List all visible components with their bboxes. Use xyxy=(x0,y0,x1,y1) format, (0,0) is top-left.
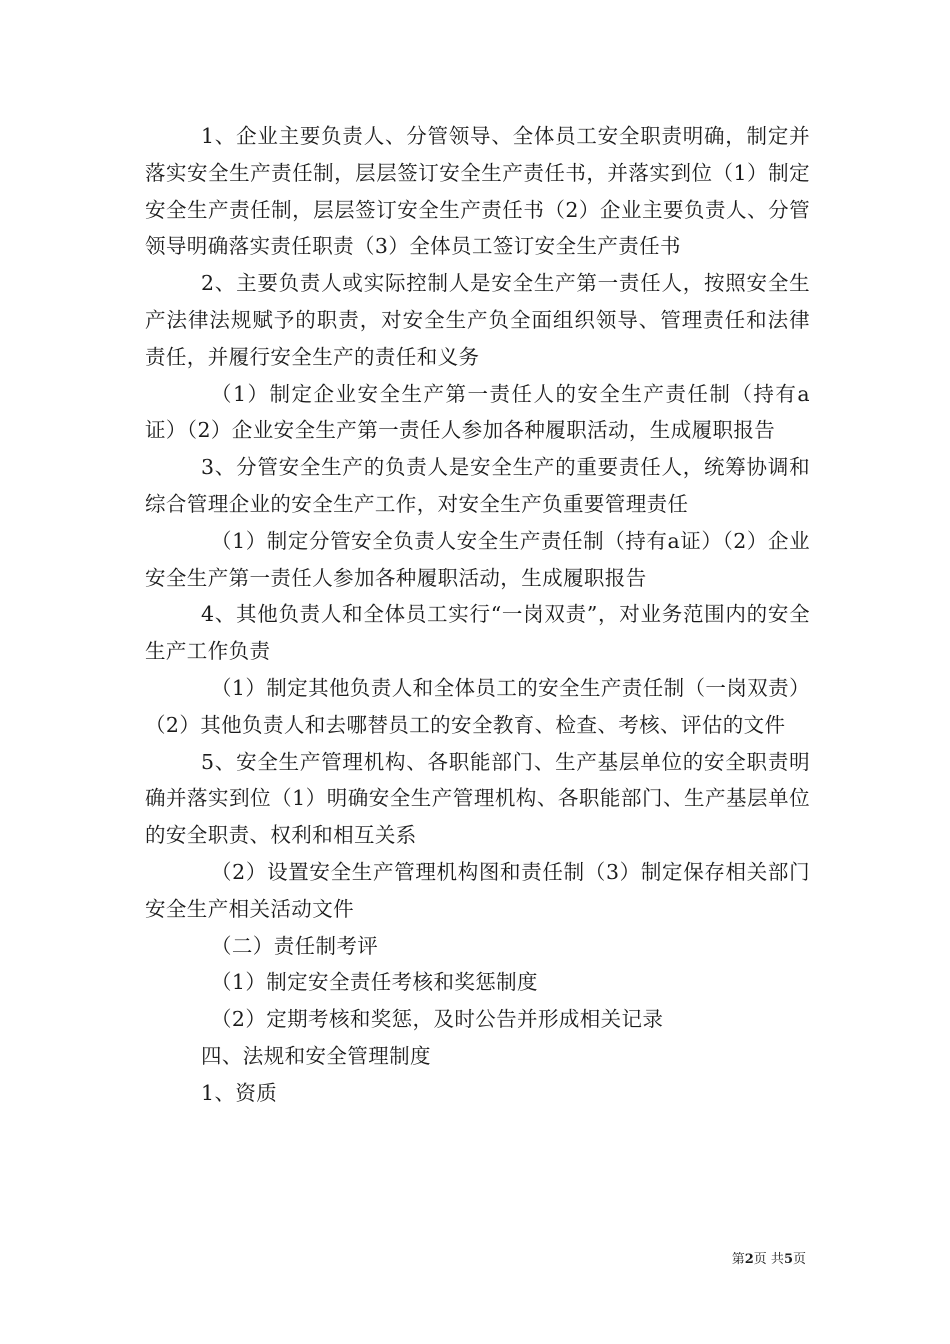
paragraph-11: （1）制定安全责任考核和奖惩制度 xyxy=(211,970,538,995)
section-heading-regulations: 四、法规和安全管理制度 xyxy=(201,1043,431,1068)
paragraph-1: 1、企业主要负责人、分管领导、全体员工安全职责明确，制定并落实安全生产责任制，层层签订安全生产责任书，并落实到位（1）制定安全生产责任制，层层签订安全生产责任书（2）企业主要负责人、分管领导明确落实责任职责（3）全体员工签订安全生产责任书 xyxy=(145,124,810,259)
paragraph-2: 2、主要负责人或实际控制人是安全生产第一责任人，按照安全生产法律法规赋予的职责，对安全生产负全面组织领导、管理责任和法律责任，并履行安全生产的责任和义务 xyxy=(145,271,810,369)
page-number-footer xyxy=(732,1248,806,1267)
document-body xyxy=(145,118,810,1112)
paragraph-5: （1）制定分管安全负责人安全生产责任制（持有a证）（2）企业安全生产第一责任人参加各种履职活动，生成履职报告 xyxy=(145,528,810,590)
footer-middle: 页 共 xyxy=(753,1252,784,1267)
paragraph-8: 5、安全生产管理机构、各职能部门、生产基层单位的安全职责明确并落实到位（1）明确安全生产管理机构、各职能部门、生产基层单位的安全职责、权利和相互关系 xyxy=(145,749,810,848)
footer-current-page: 2 xyxy=(744,1252,754,1267)
section-heading-responsibility-review: （二）责任制考评 xyxy=(211,933,379,958)
footer-total-pages: 5 xyxy=(783,1252,793,1267)
footer-suffix: 页 xyxy=(792,1252,806,1267)
footer-prefix: 第 xyxy=(731,1252,745,1267)
paragraph-7: （1）制定其他负责人和全体员工的安全生产责任制（一岗双责）（2）其他负责人和去哪替员工的安全教育、检查、考核、评估的文件 xyxy=(145,675,810,737)
paragraph-3: （1）制定企业安全生产第一责任人的安全生产责任制（持有a证）（2）企业安全生产第一责任人参加各种履职活动，生成履职报告 xyxy=(145,381,810,443)
paragraph-4: 3、分管安全生产的负责人是安全生产的重要责任人，统筹协调和综合管理企业的安全生产工作，对安全生产负重要管理责任 xyxy=(145,455,810,516)
paragraph-6: 4、其他负责人和全体员工实行“一岗双责”，对业务范围内的安全生产工作负责 xyxy=(145,602,810,664)
paragraph-14: 1、资质 xyxy=(201,1080,278,1105)
paragraph-12: （2）定期考核和奖惩，及时公告并形成相关记录 xyxy=(211,1007,664,1032)
paragraph-9: （2）设置安全生产管理机构图和责任制（3）制定保存相关部门安全生产相关活动文件 xyxy=(145,859,810,921)
